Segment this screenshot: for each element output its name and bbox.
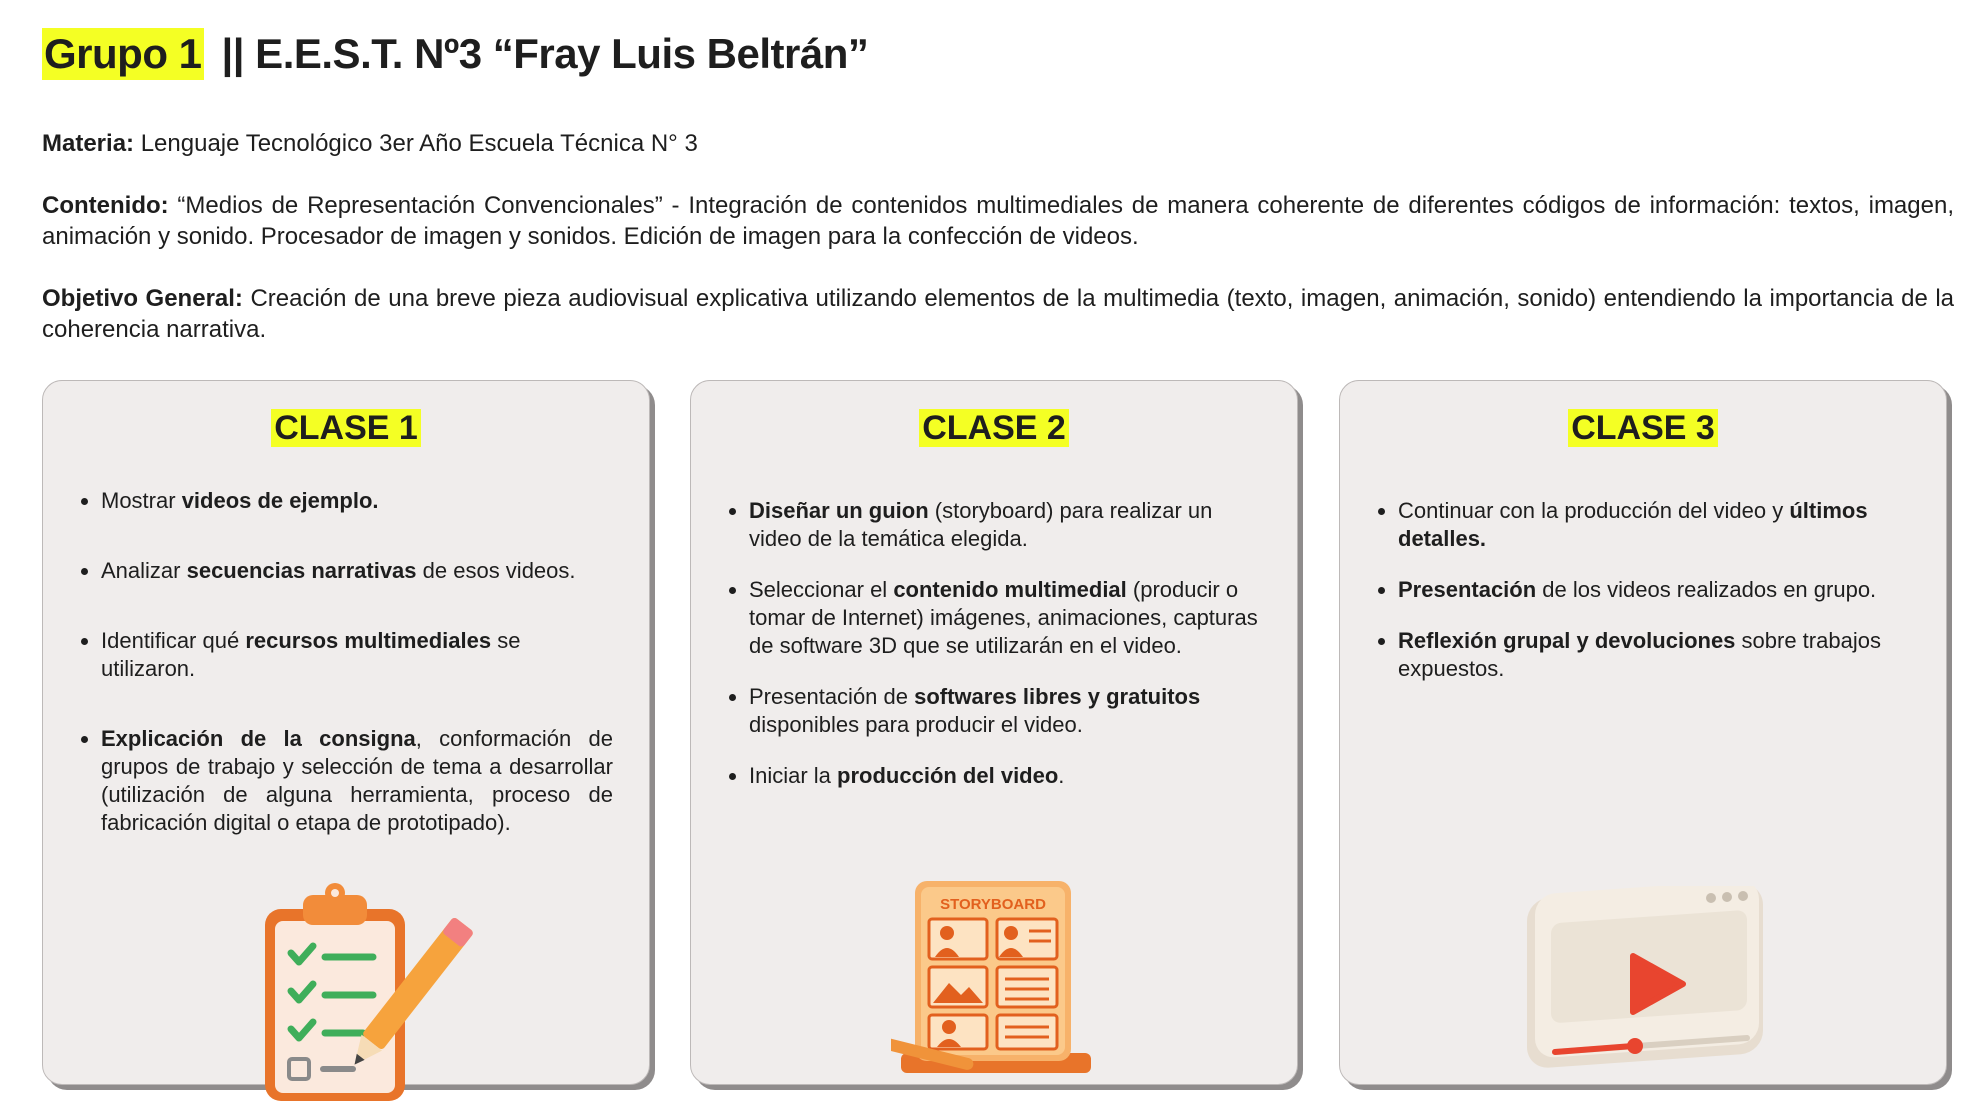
list-item: • Seleccionar el contenido multimedial (producir o tomar de Internet) imágenes, animaciones, capturas de software 3D que se utilizarán en el video. (749, 576, 1261, 660)
clase-2-card (690, 380, 1298, 1085)
card-title-text: CLASE 3 (1568, 409, 1718, 447)
contenido-label: Contenido: (42, 192, 169, 219)
list-item: • Iniciar la producción del video. (749, 762, 1261, 790)
card-list (1340, 497, 1910, 706)
storyboard-icon (891, 881, 1101, 1091)
list-item: • Diseñar un guion (storyboard) para realizar un video de la temática elegida. (749, 497, 1261, 553)
card-title (43, 409, 649, 448)
list-item: • Reflexión grupal y devoluciones sobre trabajos expuestos. (1398, 627, 1910, 683)
list-item: • Explicación de la consigna, conformación de grupos de trabajo y selección de tema a desarrollar (utilización de alguna herramienta, proceso de fabricación digital o etapa de prototipado). (101, 725, 613, 837)
contenido-text: “Medios de Representación Convencionales” - Integración de contenidos multimediales de manera coherente de diferentes códigos de información: textos, imagen, animación y sonido. Procesador de imagen y sonidos. Edición de imagen para la confección de videos. (42, 192, 1954, 250)
contenido-paragraph (42, 190, 1954, 252)
storyboard-label: STORYBOARD (940, 896, 1046, 913)
list-item: • Identificar qué recursos multimediales se utilizaron. (101, 627, 613, 683)
group-label: Grupo 1 (42, 28, 204, 80)
card-list (691, 497, 1261, 813)
card-title-text: CLASE 2 (919, 409, 1069, 447)
list-item: • Continuar con la producción del video y últimos detalles. (1398, 497, 1910, 553)
page-title (42, 28, 868, 80)
clipboard-checklist-icon (253, 881, 473, 1111)
materia-paragraph (42, 128, 1954, 159)
list-item: • Analizar secuencias narrativas de esos videos. (101, 557, 613, 585)
materia-text: Lenguaje Tecnológico 3er Año Escuela Técnica N° 3 (134, 130, 698, 157)
objetivo-paragraph (42, 283, 1954, 345)
materia-label: Materia: (42, 130, 135, 157)
objetivo-text: Creación de una breve pieza audiovisual explicativa utilizando elementos de la multimedia (texto, imagen, animación, sonido) entendiendo la importancia de la coherencia narrativa. (42, 285, 1954, 343)
card-list (43, 487, 613, 879)
card-title-text: CLASE 1 (271, 409, 421, 447)
video-player-icon (1515, 886, 1775, 1086)
school-name: || E.E.S.T. Nº3 “Fray Luis Beltrán” (221, 30, 869, 77)
clase-3-card (1339, 380, 1947, 1085)
list-item: • Presentación de softwares libres y gratuitos disponibles para producir el video. (749, 683, 1261, 739)
card-title (1340, 409, 1946, 448)
list-item: • Presentación de los videos realizados en grupo. (1398, 576, 1910, 604)
list-item: • Mostrar videos de ejemplo. (101, 487, 613, 515)
clase-1-card (42, 380, 650, 1085)
card-title (691, 409, 1297, 448)
objetivo-label: Objetivo General: (42, 285, 243, 312)
